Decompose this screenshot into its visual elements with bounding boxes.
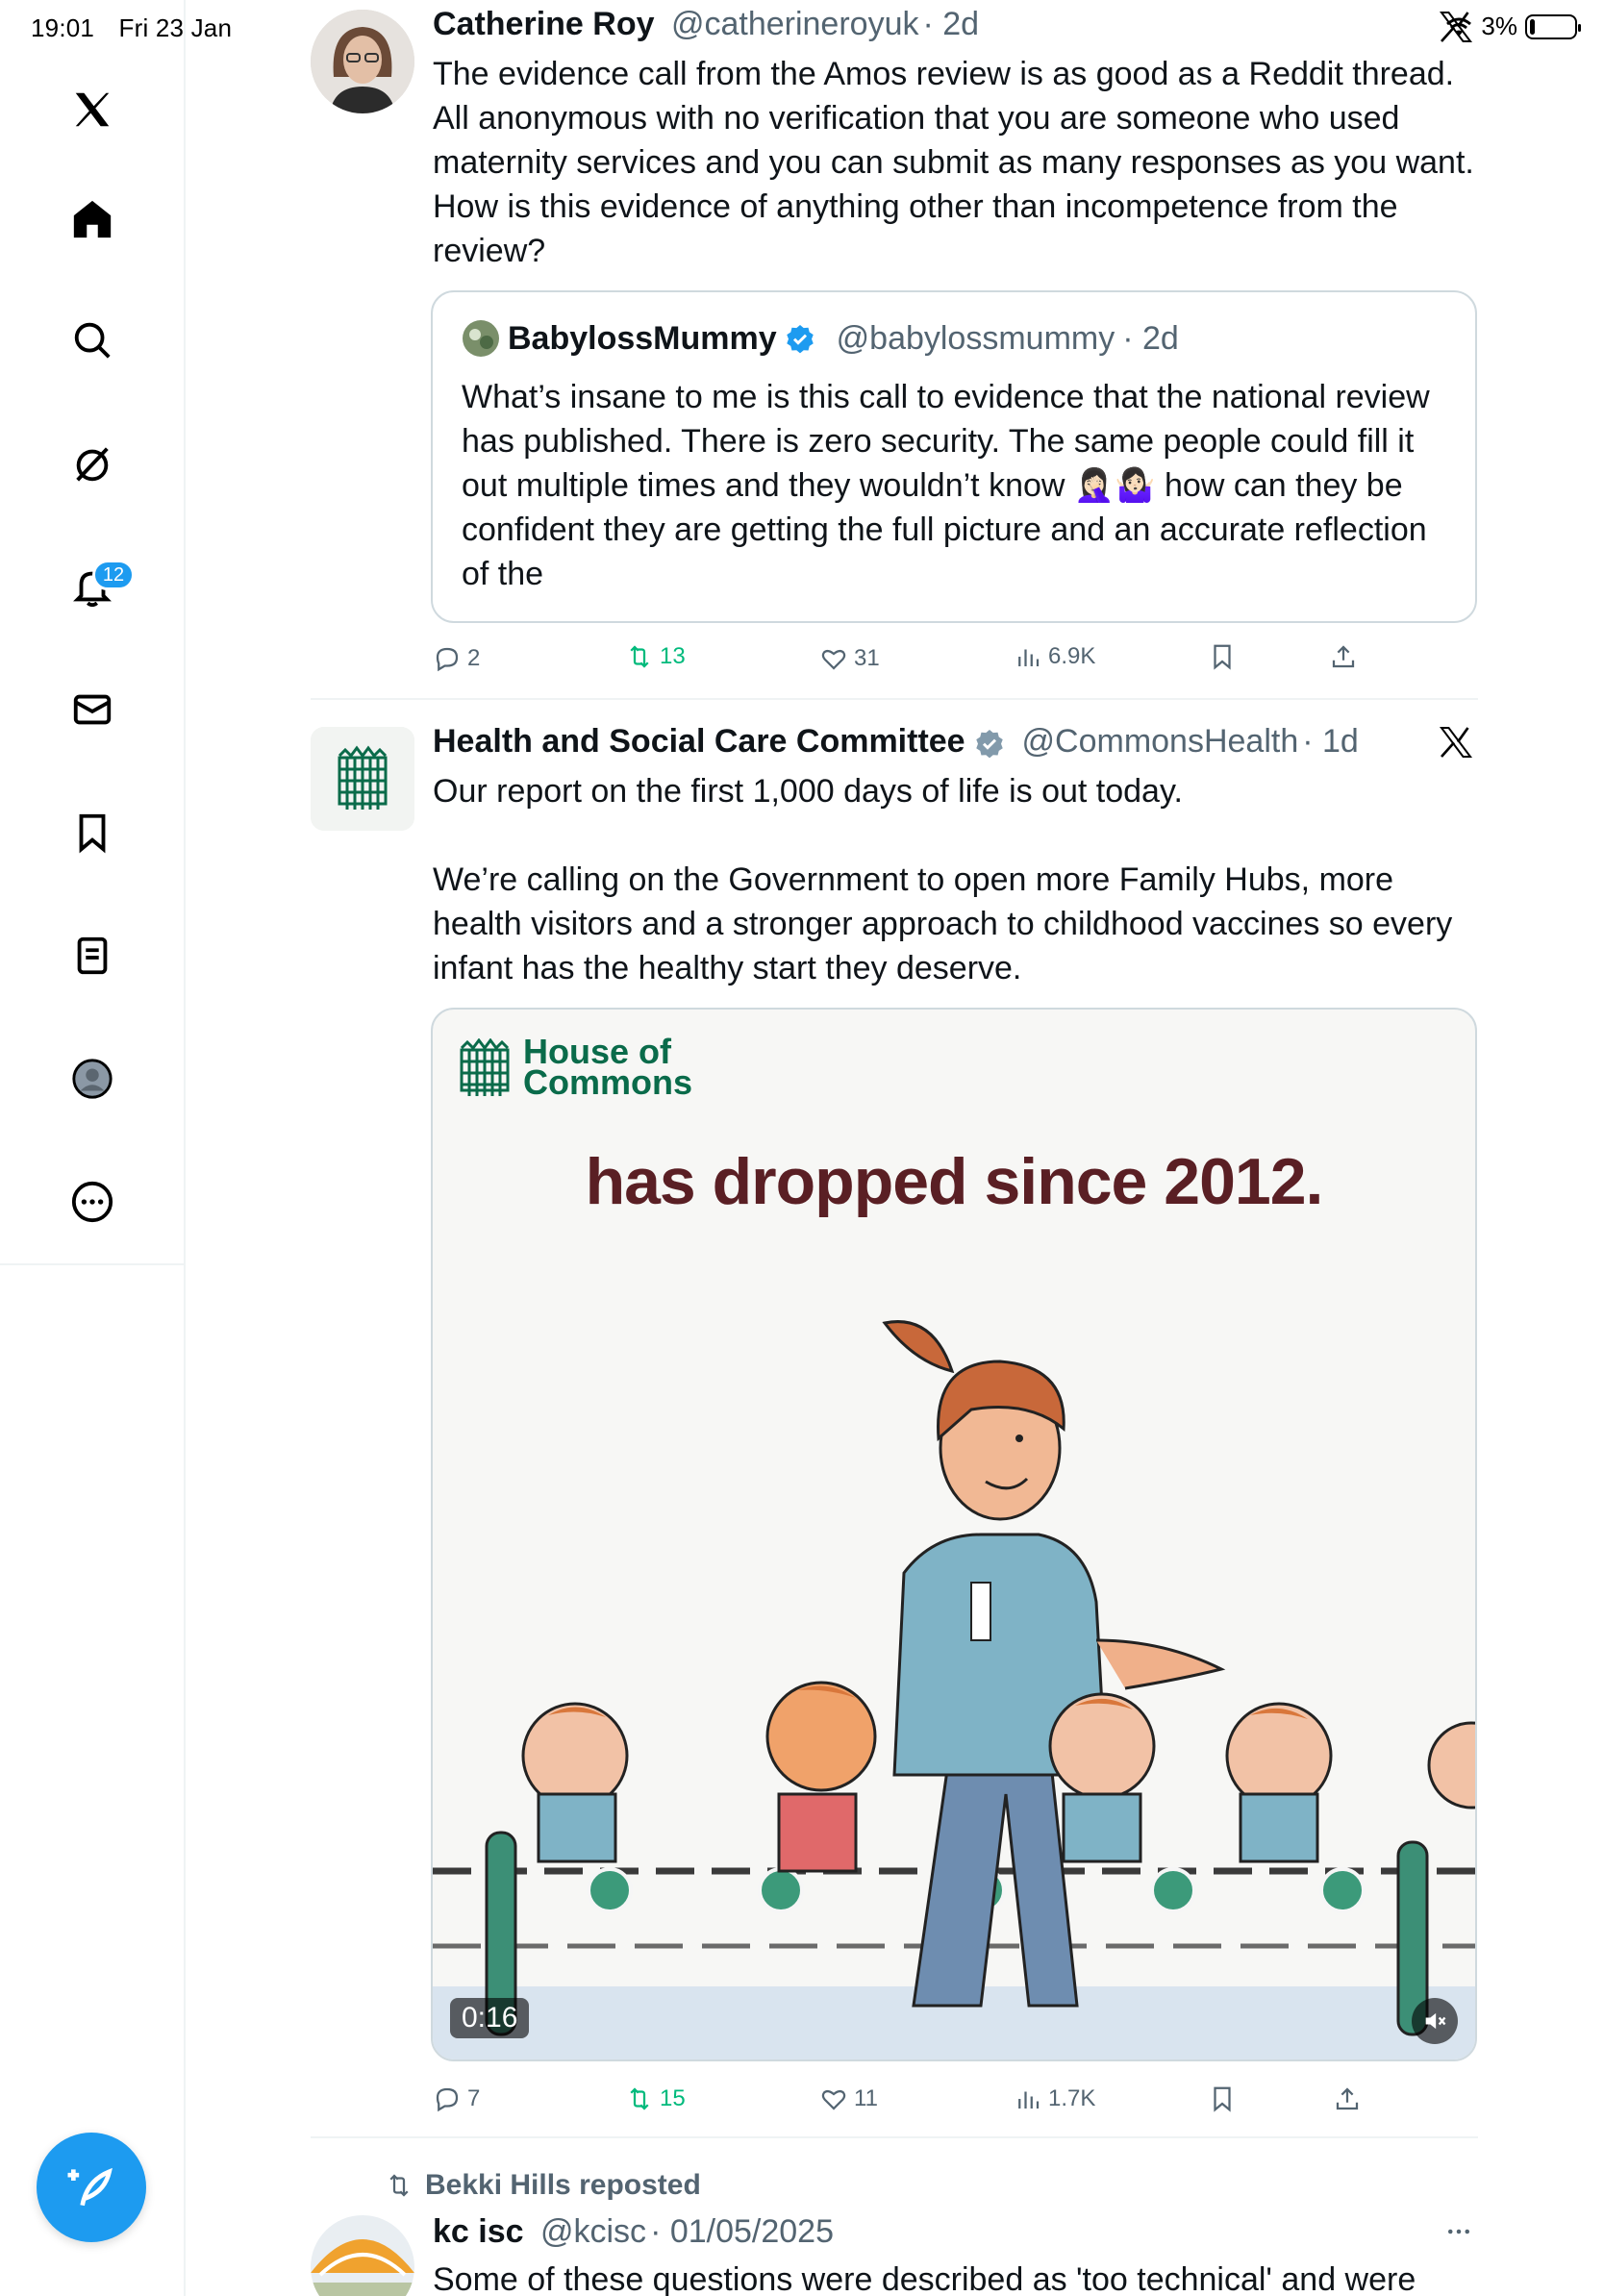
author-handle[interactable]: @catherineroyuk: [670, 6, 919, 42]
view-count: 6.9K: [1048, 643, 1096, 669]
author-name[interactable]: kc isc: [433, 2213, 524, 2250]
tweet-text-line: health visitors and a stronger approach to childhood vaccines so every: [433, 906, 1453, 942]
tweet-text: [433, 52, 1481, 273]
tweet-header: [433, 2213, 834, 2251]
repost-button[interactable]: [625, 642, 686, 671]
bookmark-icon: [1208, 642, 1237, 671]
speaker-muted-icon: [1421, 2008, 1448, 2034]
messages-icon[interactable]: [62, 679, 123, 740]
x-logo-icon[interactable]: [62, 79, 123, 140]
quote-text-line: has published. There is zero security. The same people could fill it: [462, 423, 1415, 460]
quote-text-line: What’s insane to me is this call to evidence that the national review: [462, 379, 1430, 415]
status-time: 19:01: [31, 13, 95, 42]
repost-count: 15: [660, 2085, 686, 2111]
tweet-text: [433, 769, 1481, 990]
verified-badge-icon: [785, 323, 815, 354]
quoted-tweet[interactable]: [431, 290, 1477, 623]
mute-button[interactable]: [1412, 1998, 1458, 2044]
tweet-divider: [311, 2136, 1478, 2138]
heart-icon: [819, 2084, 848, 2113]
author-name[interactable]: Health and Social Care Committee: [433, 723, 965, 760]
tweet-text-line: The evidence call from the Amos review is as good as a Reddit thread.: [433, 56, 1455, 92]
logo-line-2: Commons: [523, 1062, 693, 1102]
verified-gray-badge-icon: [974, 728, 1005, 759]
tweet-text: [433, 2258, 1481, 2296]
author-handle[interactable]: @kcisc: [539, 2213, 647, 2250]
tweet-time[interactable]: · 1d: [1302, 723, 1359, 760]
illustration-nurse-babies: [433, 1256, 1477, 2061]
bookmark-icon: [1208, 2084, 1237, 2113]
reply-button[interactable]: [433, 644, 480, 673]
quote-text-line: of the: [462, 556, 544, 592]
tweet-text-line: How is this evidence of anything other than incompetence from the: [433, 188, 1398, 225]
author-handle[interactable]: @CommonsHealth: [1021, 723, 1299, 760]
views-button[interactable]: [1014, 2084, 1095, 2113]
grok-icon[interactable]: [62, 433, 123, 494]
tweet-time[interactable]: · 2d: [922, 6, 980, 42]
logo-line-1: House of: [523, 1032, 672, 1071]
heart-icon: [819, 644, 848, 673]
search-icon[interactable]: [62, 310, 123, 371]
more-icon[interactable]: [62, 1171, 123, 1233]
repost-by-label: Bekki Hills reposted: [425, 2169, 701, 2201]
share-icon: [1333, 2084, 1362, 2113]
like-button[interactable]: [819, 2084, 878, 2113]
reply-icon: [433, 2084, 462, 2113]
reply-icon: [433, 644, 462, 673]
grok-x-icon[interactable]: [1437, 8, 1475, 46]
tweet-time[interactable]: · 01/05/2025: [650, 2213, 834, 2250]
like-count: 31: [854, 645, 880, 671]
view-count: 1.7K: [1048, 2085, 1096, 2111]
share-icon: [1329, 642, 1358, 671]
quote-time[interactable]: · 2d: [1122, 319, 1179, 357]
compose-button[interactable]: [37, 2133, 146, 2242]
home-icon[interactable]: [62, 188, 123, 250]
tweet-text-line: We’re calling on the Government to open more Family Hubs, more: [433, 861, 1394, 898]
quote-header: [462, 319, 1179, 358]
quote-handle[interactable]: @babylossmummy: [836, 319, 1115, 357]
more-horizontal-icon: [1444, 2217, 1473, 2246]
video-duration: 0:16: [450, 1998, 529, 2038]
repost-icon: [385, 2171, 414, 2200]
video-headline: has dropped since 2012.: [585, 1145, 1323, 1218]
more-options-button[interactable]: [1444, 2217, 1473, 2246]
tweet-text-line: maternity services and you can submit as many responses as you want.: [433, 144, 1474, 181]
tweet-text-line: [433, 813, 1481, 858]
quote-text: [462, 375, 1452, 596]
house-of-commons-logo: [458, 1032, 693, 1102]
feather-plus-icon: [64, 2160, 118, 2214]
battery-percent: 3%: [1481, 12, 1517, 40]
tweet-header: [433, 6, 979, 43]
tweet-text-line: Some of these questions were described as 'too technical' and were: [433, 2261, 1416, 2296]
lists-icon[interactable]: [62, 925, 123, 986]
avatar[interactable]: [311, 2215, 414, 2296]
quote-author-name[interactable]: BabylossMummy: [508, 319, 777, 357]
grok-x-icon[interactable]: [1437, 723, 1475, 761]
avatar[interactable]: [311, 727, 414, 831]
views-button[interactable]: [1014, 642, 1095, 671]
bookmark-button[interactable]: [1208, 2084, 1237, 2113]
repost-icon: [625, 2084, 654, 2113]
quote-text-line: out multiple times and they wouldn’t know 🤦🏻‍♀️🤷🏻‍♀️ how can they be: [462, 467, 1403, 504]
portcullis-icon: [458, 1038, 512, 1096]
author-name[interactable]: Catherine Roy: [433, 6, 655, 42]
sidebar-border: [184, 1265, 186, 2296]
tweet-header: [433, 723, 1359, 761]
tweet-text-line: review?: [433, 233, 546, 269]
battery-icon: [1525, 14, 1577, 39]
share-button[interactable]: [1329, 642, 1358, 671]
video-media[interactable]: [431, 1008, 1477, 2061]
repost-button[interactable]: [625, 2084, 686, 2113]
reply-button[interactable]: [433, 2084, 480, 2113]
analytics-icon: [1014, 2084, 1042, 2113]
profile-icon[interactable]: [62, 1048, 123, 1110]
like-button[interactable]: [819, 644, 880, 673]
share-button[interactable]: [1333, 2084, 1362, 2113]
quote-text-line: confident they are getting the full picture and an accurate reflection: [462, 512, 1427, 548]
tweet-divider: [311, 698, 1478, 700]
like-count: 11: [854, 2085, 878, 2111]
tweet-text-line: Our report on the first 1,000 days of life is out today.: [433, 773, 1183, 810]
reply-count: 2: [467, 645, 481, 671]
portcullis-icon: [311, 727, 414, 831]
repost-count: 13: [660, 643, 686, 669]
tweet-text-line: All anonymous with no verification that you are someone who used: [433, 100, 1400, 137]
analytics-icon: [1014, 642, 1042, 671]
tweet-text-line: infant has the healthy start they deserve.: [433, 950, 1022, 986]
quote-avatar: [462, 319, 500, 358]
avatar[interactable]: [311, 10, 414, 113]
repost-icon: [625, 642, 654, 671]
sidebar: [0, 0, 186, 1265]
notification-count-badge: 12: [92, 560, 135, 590]
status-date: Fri 23 Jan: [118, 13, 233, 42]
bookmark-button[interactable]: [1208, 642, 1237, 671]
reply-count: 7: [467, 2085, 481, 2111]
bookmarks-icon[interactable]: [62, 802, 123, 863]
repost-indicator[interactable]: [385, 2169, 701, 2202]
